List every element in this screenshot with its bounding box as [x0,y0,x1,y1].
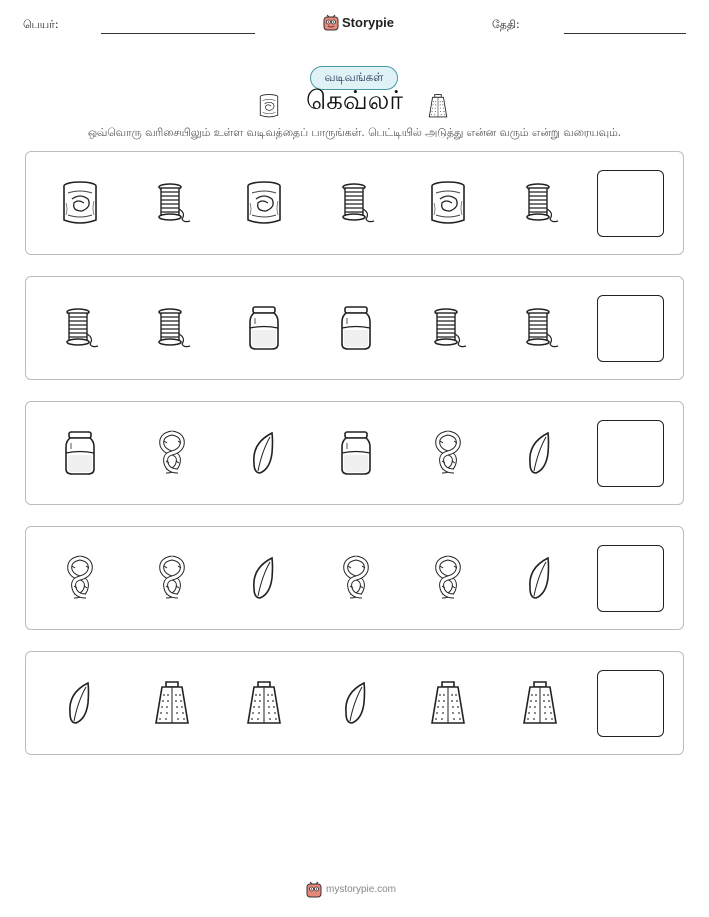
kevlar-roll-icon [242,179,286,227]
knot-icon [150,554,194,602]
pattern-row-5 [25,651,684,755]
date-line[interactable] [564,33,686,34]
leaf-icon [518,429,562,477]
jar-icon [242,304,286,352]
pattern-row-2 [25,276,684,380]
pattern-row-3 [25,401,684,505]
knot-icon [426,429,470,477]
answer-box[interactable] [597,170,664,237]
knot-icon [334,554,378,602]
date-label: தேதி: [492,18,520,31]
spool-icon [426,304,470,352]
name-label: பெயர்: [23,18,59,31]
jar-icon [58,429,102,477]
answer-box[interactable] [597,670,664,737]
grater-icon [150,679,194,727]
answer-box[interactable] [597,545,664,612]
footer [306,880,396,898]
grater-icon [242,679,286,727]
spool-icon [334,179,378,227]
kevlar-roll-icon [426,179,470,227]
instructions: ஒவ்வொரு வரிசையிலும் உள்ள வடிவத்தைப் பாருங்கள். பெட்டியில் அடுத்து என்ன வரும் என்று வரையவும். [87,126,622,139]
leaf-icon [242,429,286,477]
worksheet-title: கெவ்லர் [306,86,403,116]
storypie-logo-icon [323,13,339,31]
footer-site: mystorypie.com [326,883,397,895]
leaf-icon [242,554,286,602]
kevlar-roll-icon [58,179,102,227]
topic-badge: வடிவங்கள் [310,66,398,90]
grater-icon [426,679,470,727]
pattern-row-1 [25,151,684,255]
pattern-row-4 [25,526,684,630]
knot-icon [58,554,102,602]
jar-icon [334,304,378,352]
spool-icon [518,304,562,352]
brand-name: Storypie [342,14,395,30]
leaf-icon [334,679,378,727]
grater-icon [426,90,450,122]
grater-icon [518,679,562,727]
leaf-icon [518,554,562,602]
spool-icon [150,304,194,352]
knot-icon [150,429,194,477]
spool-icon [518,179,562,227]
answer-box[interactable] [597,420,664,487]
jar-icon [334,429,378,477]
name-line[interactable] [101,33,255,34]
knot-icon [426,554,470,602]
brand-logo [323,13,394,31]
storypie-logo-icon [306,880,322,898]
answer-box[interactable] [597,295,664,362]
spool-icon [58,304,102,352]
spool-icon [150,179,194,227]
leaf-icon [58,679,102,727]
